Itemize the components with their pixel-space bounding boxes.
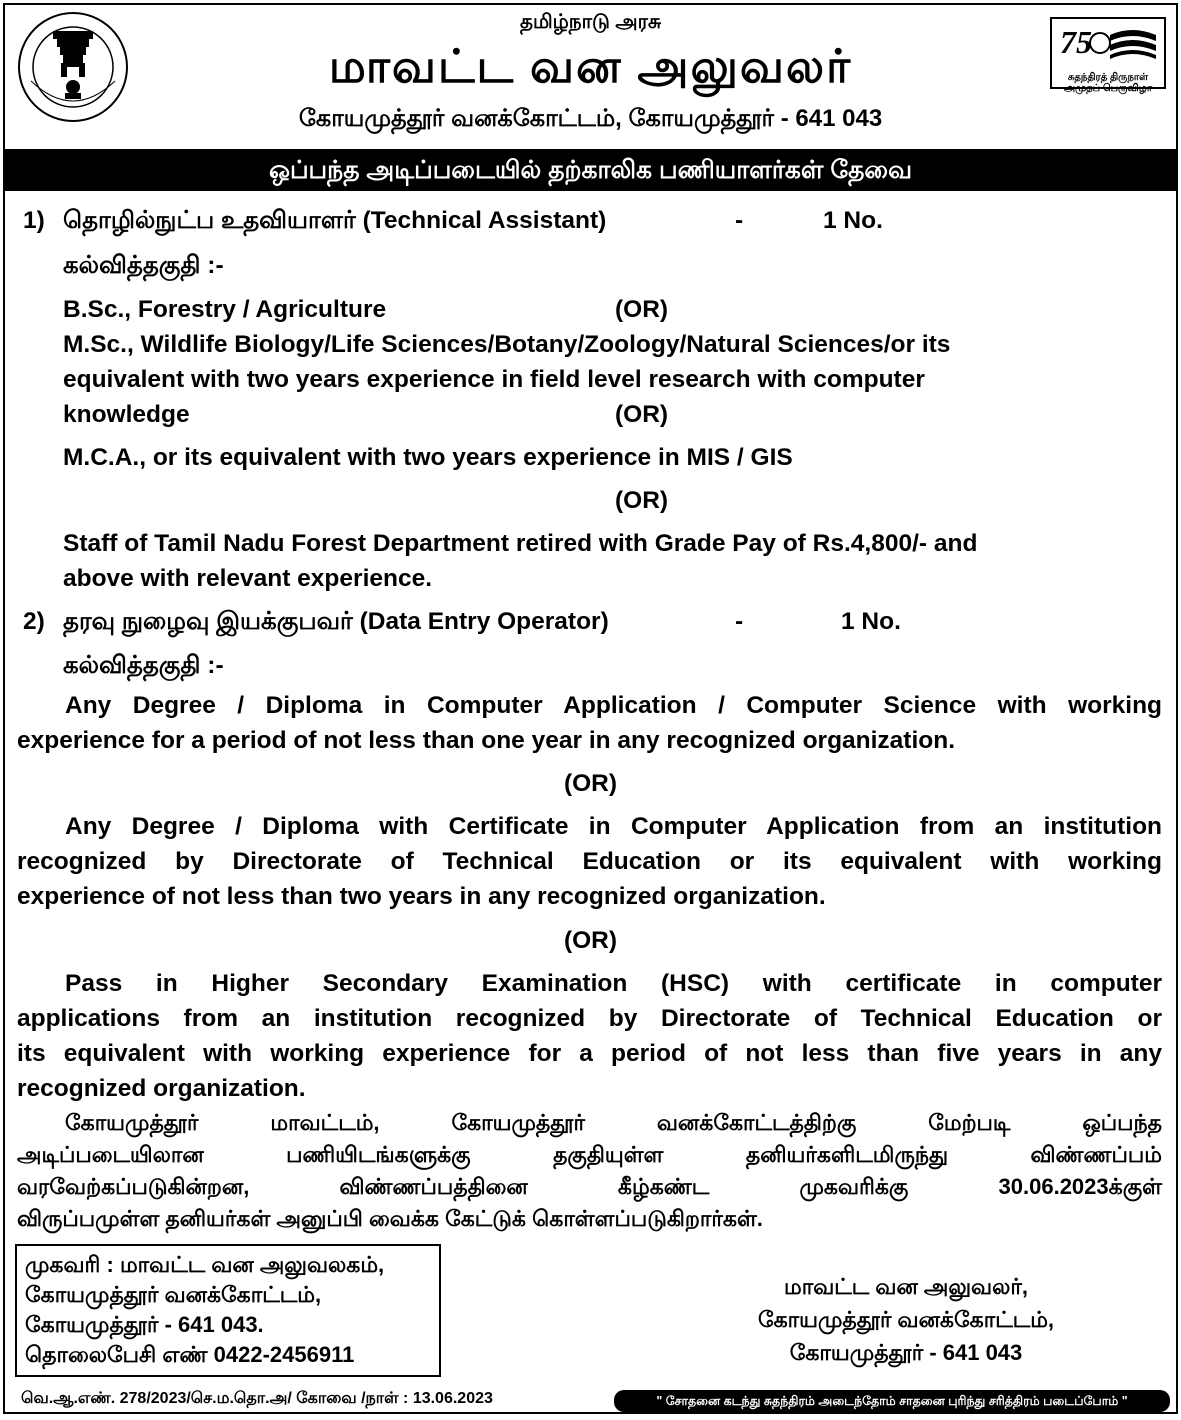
post2-para2-line2: recognized by Directorate of Technical Education or its equivalent with working: [17, 848, 1162, 875]
post1-number: 1): [23, 207, 45, 234]
post1-count: 1 No.: [823, 207, 883, 234]
post1-line3: equivalent with two years experience in field level research with computer: [63, 366, 925, 393]
post2-para2-line3: experience of not less than two years in any recognized organization.: [17, 883, 826, 910]
post2-number: 2): [23, 608, 45, 635]
post1-line2: M.Sc., Wildlife Biology/Life Sciences/Botany/Zoology/Natural Sciences/or its: [63, 331, 951, 358]
flag-75-icon: [1052, 19, 1164, 67]
slogan-bar: " சோதனை கடந்து சுதந்திரம் அடைந்தோம் சாதனை புரிந்து சரித்திரம் படைப்போம் ": [614, 1390, 1170, 1412]
address-box: [15, 1244, 441, 1377]
post1-dash: -: [735, 207, 744, 234]
post1-line7: above with relevant experience.: [63, 565, 433, 592]
office-address: கோயமுத்தூர் வனக்கோட்டம், கோயமுத்தூர் - 641 043: [298, 105, 883, 132]
post1-title: தொழில்நுட்ப உதவியாளர் (Technical Assistant): [63, 207, 607, 234]
post2-title: தரவு நுழைவு இயக்குபவர் (Data Entry Operator): [63, 608, 609, 635]
logo-caption: சுதந்திரத் திருநாள் அமுதப் பெருவிழா: [1063, 72, 1153, 94]
or-label: (OR): [615, 401, 669, 428]
signature-line3: கோயமுத்தூர் - 641 043: [789, 1340, 1023, 1365]
post2-count: 1 No.: [841, 608, 901, 635]
or-label: (OR): [615, 296, 669, 323]
notice-line4: விருப்பமுள்ள தனியர்கள் அனுப்பி வைக்க கேட்டுக் கொள்ளப்படுகிறார்கள்.: [17, 1206, 763, 1231]
address-line2: கோயமுத்தூர் வனக்கோட்டம்,: [25, 1282, 322, 1307]
post1-qualification-label: கல்வித்தகுதி :-: [63, 252, 224, 279]
post2-para3-line1: Pass in Higher Secondary Examination (HSC) with certificate in computer: [65, 970, 1162, 997]
government-label: தமிழ்நாடு அரசு: [519, 11, 662, 33]
reference-number: வெ.ஆ.எண். 278/2023/செ.ம.தொ.அ/ கோவை /நாள் : 13.06.2023: [21, 1390, 493, 1407]
post1-line4: knowledge: [63, 401, 190, 428]
post1-line1: B.Sc., Forestry / Agriculture: [63, 296, 387, 323]
recruitment-banner: ஒப்பந்த அடிப்படையில் தற்காலிக பணியாளர்கள் தேவை: [5, 149, 1176, 191]
office-title: மாவட்ட வன அலுவலர்: [328, 40, 853, 92]
post2-para3-line4: recognized organization.: [17, 1075, 306, 1102]
signature-line1: மாவட்ட வன அலுவலர்,: [784, 1274, 1028, 1299]
post2-para1-line2: experience for a period of not less than one year in any recognized organization.: [17, 727, 956, 754]
svg-text:75: 75: [1060, 24, 1092, 60]
post2-para3-line2: applications from an institution recognized by Directorate of Technical Education or: [17, 1005, 1162, 1032]
notice-line2: அடிப்படையிலான பணியிடங்களுக்கு தகுதியுள்ள தனியர்களிடமிருந்து விண்ணப்பம்: [17, 1142, 1162, 1167]
or-label: (OR): [563, 770, 618, 797]
or-label: (OR): [615, 487, 669, 514]
post1-line6: Staff of Tamil Nadu Forest Department retired with Grade Pay of Rs.4,800/- and: [63, 530, 978, 557]
phone-line: தொலைபேசி எண் 0422-2456911: [25, 1342, 355, 1367]
post2-para3-line3: its equivalent with working experience for a period of not less than five years in any: [17, 1040, 1162, 1067]
or-label: (OR): [563, 927, 618, 954]
post1-line5: M.C.A., or its equivalent with two years experience in MIS / GIS: [63, 444, 793, 471]
header: [5, 5, 1176, 145]
notice-line3: வரவேற்கப்படுகின்றன, விண்ணப்பத்தினை கீழ்கண்ட முகவரிக்கு 30.06.2023க்குள்: [17, 1174, 1162, 1199]
address-line3: கோயமுத்தூர் - 641 043.: [25, 1312, 264, 1337]
address-line1: முகவரி : மாவட்ட வன அலுவலகம்,: [25, 1252, 385, 1277]
amrit-mahotsav-logo: [1050, 17, 1166, 94]
post2-qualification-label: கல்வித்தகுதி :-: [63, 652, 224, 679]
post2-para2-line1: Any Degree / Diploma with Certificate in Computer Application from an institution: [65, 813, 1162, 840]
post2-para1-line1: Any Degree / Diploma in Computer Application / Computer Science with working: [65, 692, 1162, 719]
signature-block: [736, 1270, 1076, 1369]
advertisement-page: [3, 3, 1178, 1414]
post2-dash: -: [735, 608, 744, 635]
notice-line1: கோயமுத்தூர் மாவட்டம், கோயமுத்தூர் வனக்கோட்டத்திற்கு மேற்படி ஒப்பந்த: [65, 1110, 1162, 1135]
signature-line2: கோயமுத்தூர் வனக்கோட்டம்,: [757, 1307, 1055, 1332]
